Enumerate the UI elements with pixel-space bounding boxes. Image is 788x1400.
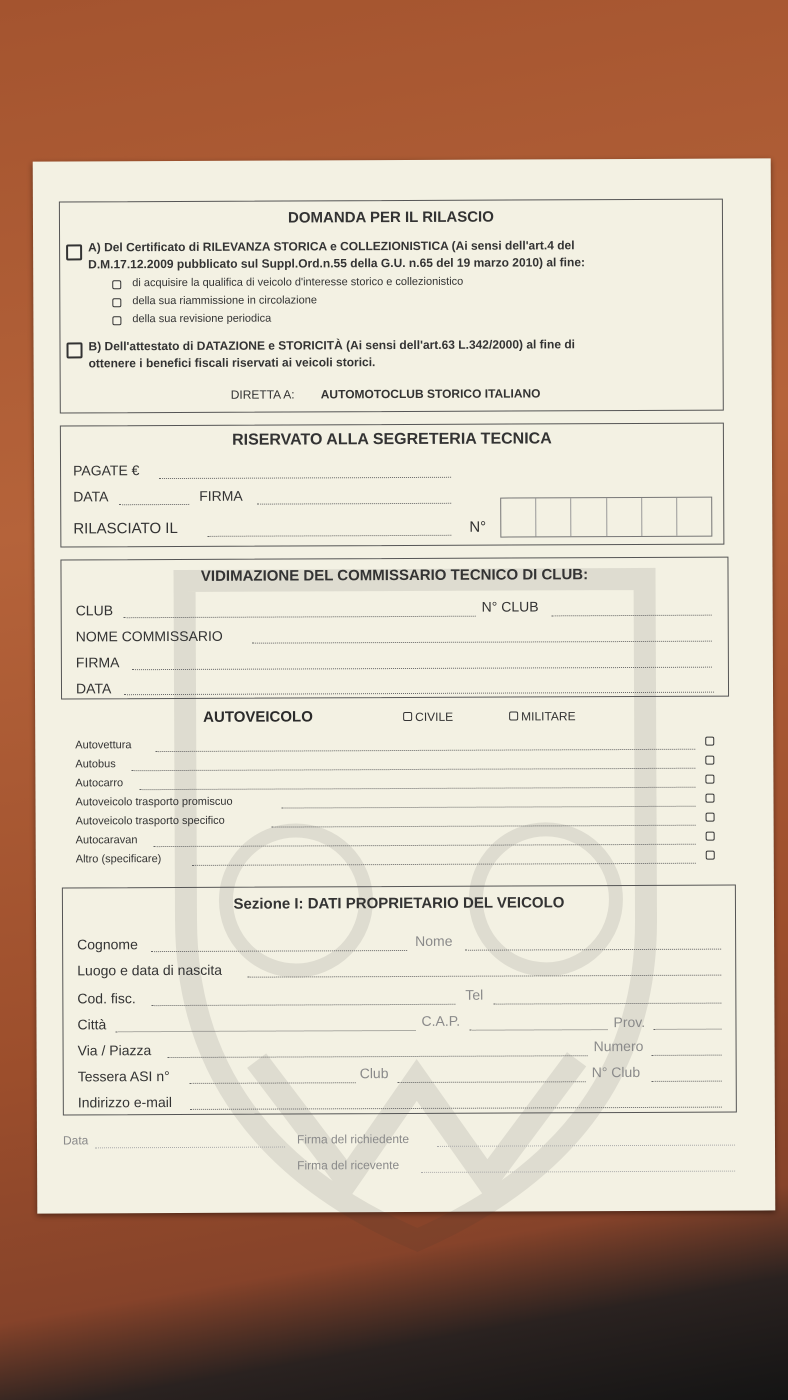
- prov-field[interactable]: [653, 1029, 721, 1030]
- codfisc-field[interactable]: [151, 1004, 455, 1006]
- option-a-text-2: D.M.17.12.2009 pubblicato sul Suppl.Ord.n.55 della G.U. n.65 del 19 marzo 2010) al fine:: [88, 255, 586, 272]
- type-autocarro-label: Autocarro: [75, 777, 124, 790]
- type-altro-checkbox[interactable]: [706, 851, 715, 860]
- vidimazione-box: [60, 557, 729, 700]
- type-specifico-label: Autoveicolo trasporto specifico: [75, 814, 225, 828]
- option-b-text-2: ottenere i benefici fiscali riservati ai veicoli storici.: [88, 355, 376, 371]
- rilasciato-label: RILASCIATO IL: [73, 519, 178, 538]
- club-label: CLUB: [75, 602, 114, 619]
- option-a-text-1: A) Del Certificato di RILEVANZA STORICA e COLLEZIONISTICA (Ai sensi dell'art.4 del: [88, 238, 575, 255]
- footer-data-label: Data: [62, 1133, 89, 1148]
- type-promiscuo-checkbox[interactable]: [705, 794, 714, 803]
- militare-checkbox[interactable]: [509, 712, 518, 721]
- option-b-text-1: B) Dell'attestato di DATAZIONE e STORICITÀ (Ai sensi dell'art.63 L.342/2000) al fine di: [88, 337, 576, 354]
- type-specifico-line: [272, 825, 696, 828]
- type-altro-line[interactable]: [192, 863, 696, 866]
- footer-data-field[interactable]: [95, 1147, 285, 1149]
- footer-firma-richiedente-label: Firma del richiedente: [296, 1131, 410, 1147]
- cap-field[interactable]: [470, 1029, 608, 1031]
- numero-label: N°: [469, 518, 487, 536]
- codfisc-label: Cod. fisc.: [77, 990, 136, 1007]
- nome-commissario-label: NOME COMMISSARIO: [75, 627, 223, 645]
- tessera-field[interactable]: [190, 1082, 356, 1084]
- type-promiscuo-line: [282, 806, 696, 809]
- type-autobus-label: Autobus: [75, 758, 116, 771]
- nome-label: Nome: [415, 932, 453, 949]
- sezione1-title: Sezione I: DATI PROPRIETARIO DEL VEICOLO: [233, 894, 565, 913]
- citta-field[interactable]: [116, 1030, 416, 1032]
- s1-club-field[interactable]: [398, 1081, 586, 1083]
- sub-option-checkbox-1[interactable]: [112, 280, 121, 289]
- via-label: Via / Piazza: [77, 1042, 152, 1059]
- numero-cells[interactable]: [500, 497, 712, 538]
- email-field[interactable]: [190, 1107, 722, 1110]
- sub-option-checkbox-3[interactable]: [112, 316, 121, 325]
- numero-field-s1[interactable]: [652, 1055, 722, 1056]
- email-label: Indirizzo e-mail: [77, 1094, 172, 1111]
- segreteria-title: RISERVATO ALLA SEGRETERIA TECNICA: [232, 430, 552, 449]
- request-box: [59, 199, 724, 414]
- vid-firma-field[interactable]: [132, 667, 712, 671]
- n-club-label: N° CLUB: [481, 598, 539, 615]
- type-autocaravan-label: Autocaravan: [75, 834, 138, 847]
- directed-value: AUTOMOTOCLUB STORICO ITALIANO: [320, 386, 541, 402]
- tel-field[interactable]: [493, 1003, 721, 1005]
- type-specifico-checkbox[interactable]: [706, 813, 715, 822]
- club-field[interactable]: [124, 616, 476, 619]
- sub-option-label-3: della sua revisione periodica: [132, 312, 272, 326]
- footer-firma-richiedente-field[interactable]: [437, 1145, 735, 1147]
- footer-firma-ricevente-label: Firma del ricevente: [297, 1158, 400, 1173]
- militare-label: MILITARE: [521, 709, 576, 724]
- form-page: [33, 158, 776, 1213]
- tessera-label: Tessera ASI n°: [77, 1068, 170, 1085]
- pagate-label: PAGATE €: [73, 462, 140, 479]
- option-b-checkbox[interactable]: [66, 342, 82, 358]
- firma-label: FIRMA: [199, 487, 243, 504]
- s1-nclub-label: N° Club: [591, 1063, 641, 1081]
- type-autovettura-label: Autovettura: [75, 739, 132, 752]
- option-a-checkbox[interactable]: [66, 244, 82, 260]
- type-autovettura-line: [155, 749, 695, 752]
- citta-label: Città: [77, 1016, 107, 1033]
- tel-label: Tel: [465, 986, 484, 1003]
- luogo-label: Luogo e data di nascita: [77, 961, 223, 979]
- cognome-label: Cognome: [77, 936, 138, 953]
- rilasciato-field[interactable]: [207, 535, 451, 537]
- luogo-field[interactable]: [247, 975, 721, 978]
- s1-nclub-field[interactable]: [652, 1081, 722, 1082]
- via-field[interactable]: [168, 1055, 588, 1058]
- nome-field[interactable]: [465, 949, 721, 951]
- vidimazione-title: VIDIMAZIONE DEL COMMISSARIO TECNICO DI CLUB:: [200, 566, 589, 585]
- data-field[interactable]: [119, 504, 189, 505]
- pagate-field[interactable]: [159, 477, 451, 479]
- type-autobus-checkbox[interactable]: [705, 756, 714, 765]
- vid-data-label: DATA: [75, 680, 112, 697]
- cognome-field[interactable]: [151, 950, 407, 952]
- request-title: DOMANDA PER IL RILASCIO: [287, 208, 494, 227]
- s1-club-label: Club: [359, 1065, 389, 1082]
- type-autovettura-checkbox[interactable]: [705, 737, 714, 746]
- type-autocarro-line: [139, 787, 695, 790]
- sub-option-label-2: della sua riammissione in circolazione: [132, 294, 317, 308]
- type-altro-label: Altro (specificare): [75, 853, 162, 866]
- vid-data-field[interactable]: [124, 692, 714, 696]
- type-autocarro-checkbox[interactable]: [705, 775, 714, 784]
- data-label: DATA: [73, 488, 109, 505]
- sub-option-checkbox-2[interactable]: [112, 298, 121, 307]
- footer-firma-ricevente-field[interactable]: [421, 1171, 735, 1173]
- type-autocaravan-checkbox[interactable]: [706, 832, 715, 841]
- n-club-field[interactable]: [552, 615, 712, 617]
- civile-label: CIVILE: [415, 709, 454, 724]
- type-autobus-line: [131, 768, 695, 771]
- vid-firma-label: FIRMA: [75, 654, 120, 671]
- autoveicolo-title: AUTOVEICOLO: [203, 708, 313, 726]
- directed-label: DIRETTA A:: [230, 387, 295, 402]
- type-autocaravan-line: [154, 844, 696, 847]
- firma-field[interactable]: [257, 503, 451, 505]
- prov-label: Prov.: [613, 1013, 646, 1031]
- nome-commissario-field[interactable]: [252, 641, 712, 644]
- cap-label: C.A.P.: [421, 1012, 461, 1029]
- sezione1-box: [62, 885, 737, 1116]
- numero-label-s1: Numero: [593, 1037, 644, 1055]
- civile-checkbox[interactable]: [403, 712, 412, 721]
- type-promiscuo-label: Autoveicolo trasporto promiscuo: [75, 795, 233, 809]
- sub-option-label-1: di acquisire la qualifica di veicolo d'interesse storico e collezionistico: [132, 275, 464, 290]
